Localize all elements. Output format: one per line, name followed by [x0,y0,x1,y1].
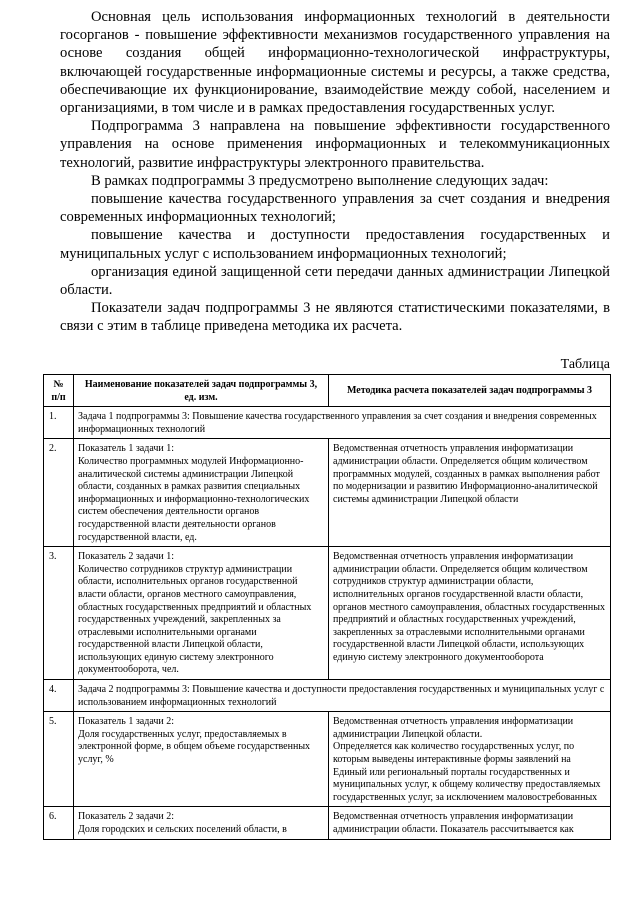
table-caption: Таблица [560,357,610,372]
paragraph: повышение качества государственного управления за счет создания и внедрения современных информационных технологий; [60,191,610,226]
paragraph: В рамках подпрограммы 3 предусмотрено выполнение следующих задач: [91,172,549,189]
indicator-method: Ведомственная отчетность управления информатизации администрации области. Определяется общим количеством сотрудников структур администрации области, исполнительных органов государственной власти области, органов местного самоуправления, областных государственных предприятий и областных государственных учреждений, закрепленных за отраслевыми исполнительными органами государственной власти Липецкой области, использующих единую систему электронного документооборота [329,547,611,680]
indicator-name: Показатель 1 задачи 2: Доля государственных услуг, предоставляемых в электронной форме, в общем объеме государственных услуг, % [74,712,329,807]
table-row [44,712,611,807]
paragraph: Основная цель использования информационных технологий в деятельности госорганов - повышение эффективности механизмов государственного управления на основе создания общей информационно-технологической инфраструктуры, включающей государственные информационные системы и ресурсы, а также средства, обеспечивающие их функционирование, взаимодействие между собой, населением и организациями, в том числе и в рамках предоставления государственных услуг. [60,9,610,117]
table-row [44,807,611,839]
row-number: 3. [44,547,74,680]
task-title: Задача 1 подпрограммы 3: Повышение качества государственного управления за счет создания и внедрения современных информационных технологий [74,407,611,439]
row-number: 5. [44,712,74,807]
row-number: 4. [44,680,74,712]
table-row [44,547,611,680]
indicator-method: Ведомственная отчетность управления информатизации администрации Липецкой области. Определяется как количество государственных услуг, по которым выведены интерактивные формы заявлений на Единый или региональный порталы государственных и муниципальных услуг, к общему количеству предоставляемых государственных услуг, за исключением маловостребованных [329,712,611,807]
row-number: 2. [44,439,74,547]
header-name: Наименование показателей задач подпрограммы 3, ед. изм. [74,375,329,407]
paragraph: Показатели задач подпрограммы 3 не являются статистическими показателями, в связи с этим в таблице приведена методика их расчета. [60,300,610,335]
table-row [44,407,611,439]
table-row [44,680,611,712]
table-row [44,439,611,547]
indicators-table [43,374,611,840]
paragraph: Подпрограмма 3 направлена на повышение эффективности государственного управления на основе применения информационных и телекоммуникационных технологий, развитие инфраструктуры электронного правительства. [60,118,610,171]
row-number: 1. [44,407,74,439]
indicator-name: Показатель 2 задачи 1: Количество сотрудников структур администрации области, исполнительных органов государственной власти области, органов местного самоуправления, областных государственных предприятий и областных государственных учреждений, закрепленных за отраслевыми исполнительными органами государственной власти Липецкой области, использующих единую систему электронного документооборота, чел. [74,547,329,680]
table-header-row [44,375,611,407]
indicator-name: Показатель 1 задачи 1: Количество программных модулей Информационно-аналитической системы администрации Липецкой области, созданных в рамках развития специальных информационных и информационно-технологических систем обеспечения деятельности органов государственной власти деятельности органов государственной власти, ед. [74,439,329,547]
body-text [60,8,610,336]
row-number: 6. [44,807,74,839]
header-num: № п/п [44,375,74,407]
header-method: Методика расчета показателей задач подпрограммы 3 [329,375,611,407]
paragraph: организация единой защищенной сети передачи данных администрации Липецкой области. [60,263,610,299]
indicator-name: Показатель 2 задачи 2: Доля городских и сельских поселений области, в [74,807,329,839]
paragraph: повышение качества и доступности предоставления государственных и муниципальных услуг с использованием информационных технологий; [60,227,610,262]
task-title: Задача 2 подпрограммы 3: Повышение качества и доступности предоставления государственных и муниципальных услуг с использованием информационных технологий [74,680,611,712]
indicator-method: Ведомственная отчетность управления информатизации администрации области. Показатель рассчитывается как [329,807,611,839]
indicator-method: Ведомственная отчетность управления информатизации администрации области. Определяется общим количеством программных модулей, созданных в рамках выполнения работ по модернизации и развитию Информационно-аналитической системы администрации Липецкой области [329,439,611,547]
